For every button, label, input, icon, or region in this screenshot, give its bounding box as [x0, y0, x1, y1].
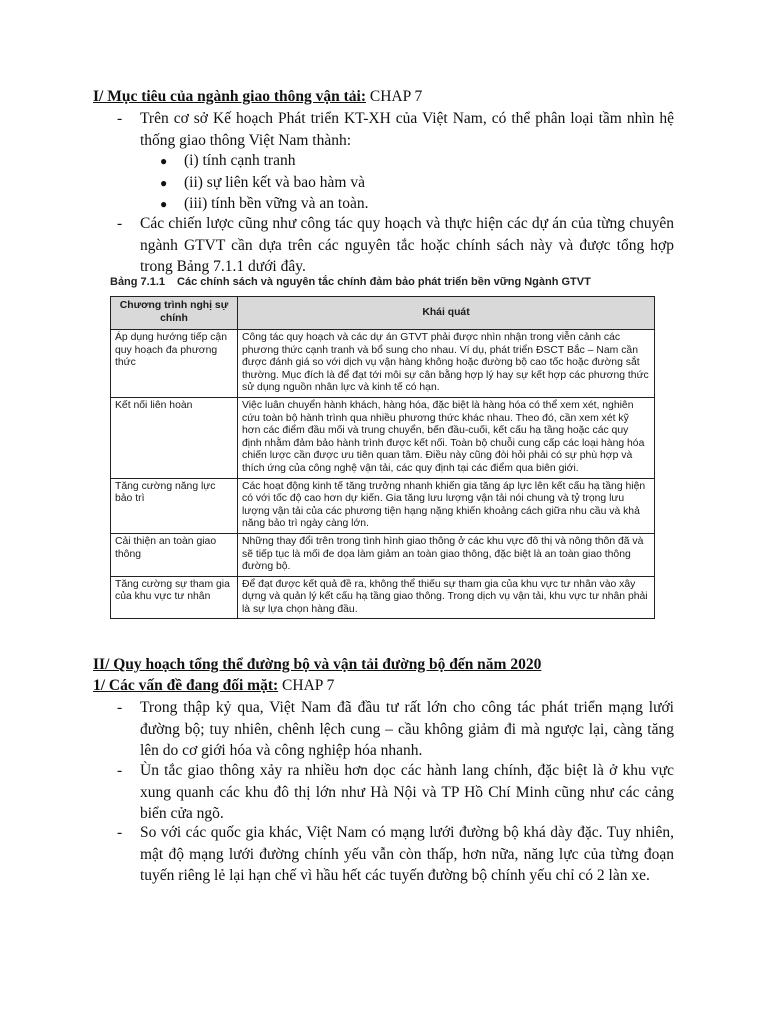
section2-subheading [93, 675, 334, 697]
bullet-item [160, 150, 295, 173]
table-caption-number: Bảng 7.1.1 [110, 276, 166, 288]
section1-second-text: Các chiến lược cũng như công tác quy hoạch và thực hiện các dự án của từng chuyên ngành GTVT cần dựa trên các nguyên tắc hoặc chính sách này và được tổng hợp trong Bảng 7.1.1 dưới đây. [140, 215, 674, 275]
section2-subheading-bold: 1/ Các vấn đề đang đối mặt: [93, 677, 279, 694]
issue-text: So với các quốc gia khác, Việt Nam có mạng lưới đường bộ khá dày đặc. Tuy nhiên, mật độ mạng lưới đường chính yếu vẫn còn thấp, hơn nữa, năng lực của từng đoạn tuyến riêng lẻ lại hạn chế vì hầu hết các tuyến đường bộ chính yếu chỉ có 2 làn xe. [140, 824, 674, 884]
section2-heading-text: II/ Quy hoạch tổng thể đường bộ và vận tải đường bộ đến năm 2020 [93, 656, 542, 673]
table-caption-text: Các chính sách và nguyên tắc chính đảm bảo phát triển bền vững Ngành GTVT [177, 276, 591, 288]
summary-cell: Để đạt được kết quả đề ra, không thể thiếu sự tham gia của khu vực tư nhân vào xây dựng và quản lý kết cấu hạ tầng giao thông. Trong dịch vụ vận tải, khu vực tư nhân phải là sự lựa chọn hàng đầu. [238, 576, 655, 619]
program-cell: Áp dụng hướng tiếp cận quy hoạch đa phương thức [111, 330, 238, 398]
issue-item [117, 760, 674, 825]
table-caption [110, 276, 591, 288]
summary-cell: Việc luân chuyển hành khách, hàng hóa, đặc biệt là hàng hóa có thể xem xét, nghiên cứu toàn bộ hành trình qua nhiều phương thức khác nhau. Theo đó, cần xem xét kỹ hơn các điểm đầu mối và trung chuyển, bến đầu-cuối, kết cấu hạ tầng hoặc các quy định nhằm đảm bảo hành trình được kết nối. Toàn bộ chuỗi cung cấp các loại hàng hóa chiến lược cần được ưu tiên quan tâm. Điều này cũng đòi hỏi phải có sự phù hợp và thích ứng của công nghệ vận tải, các quy định tại các điểm qua biên giới. [238, 397, 655, 478]
section1-intro-text: Trên cơ sở Kế hoạch Phát triển KT-XH của Việt Nam, có thể phân loại tầm nhìn hệ thống giao thông Việt Nam thành: [140, 110, 674, 149]
bullet-icon: ● [160, 197, 168, 211]
policy-table [110, 296, 655, 619]
program-cell: Cải thiện an toàn giao thông [111, 533, 238, 576]
bullet-item [160, 172, 365, 195]
table-row [111, 397, 655, 478]
section1-heading-bold: I/ Mục tiêu của ngành giao thông vận tải: [93, 88, 367, 105]
bullet-icon: ● [160, 154, 168, 168]
table-header-row [111, 297, 655, 330]
section2-heading [93, 654, 541, 676]
bullet-text: (ii) sự liên kết và bao hàm và [184, 174, 365, 191]
program-cell: Kết nối liên hoàn [111, 397, 238, 478]
dash-marker: - [117, 824, 123, 841]
column-header-summary: Khái quát [238, 297, 655, 330]
table-row [111, 576, 655, 619]
dash-marker: - [117, 699, 123, 716]
section1-heading-tail: CHAP 7 [366, 88, 423, 105]
program-cell: Tăng cường năng lực bảo trì [111, 478, 238, 533]
table-row [111, 533, 655, 576]
bullet-text: (iii) tính bền vững và an toàn. [184, 195, 369, 212]
dash-marker: - [117, 215, 123, 232]
summary-cell: Công tác quy hoạch và các dự án GTVT phải được nhìn nhận trong viễn cảnh các phương thức cạnh tranh và bổ sung cho nhau. Ví dụ, phát triển ĐSCT Bắc – Nam cần được đánh giá so với dịch vụ vận hàng không hoặc đường bộ cao tốc hoặc đường sắt thường. Mục đích là để đạt tới môi sự cân bằng hợp lý hay sự kết hợp các phương thức sử dụng nguồn nhân lực và kinh tế có hạn. [238, 330, 655, 398]
bullet-text: (i) tính cạnh tranh [184, 152, 296, 169]
section1-intro-item [117, 108, 674, 151]
section1-second-item [117, 213, 674, 278]
section1-heading [93, 86, 422, 108]
dash-marker: - [117, 762, 123, 779]
table-row [111, 478, 655, 533]
summary-cell: Các hoạt động kinh tế tăng trưởng nhanh khiến gia tăng áp lực lên kết cấu hạ tầng hiện có với tốc độ cao hơn dự kiến. Gia tăng lưu lượng vận tải nói chung và tỷ trọng lưu lượng vận tải của các phương tiện hạng nặng khiến khoảng cách giữa nhu cầu và khả năng bảo trì ngày càng lớn. [238, 478, 655, 533]
issue-text: Ùn tắc giao thông xảy ra nhiều hơn dọc các hành lang chính, đặc biệt là ở khu vực xung quanh các khu đô thị lớn như Hà Nội và TP Hồ Chí Minh cũng như các cảng biển cửa ngõ. [140, 762, 674, 822]
summary-cell: Những thay đổi trên trong tình hình giao thông ở các khu vực đô thị và nông thôn đã và sẽ tiếp tục là mối đe dọa làm giảm an toàn giao thông, đặc biệt là an toàn giao thông đường bộ. [238, 533, 655, 576]
dash-marker: - [117, 110, 123, 127]
column-header-program: Chương trình nghị sự chính [111, 297, 238, 330]
issue-text: Trong thập kỷ qua, Việt Nam đã đầu tư rất lớn cho công tác phát triển mạng lưới đường bộ; tuy nhiên, chênh lệch cung – cầu không giảm đi mà ngược lại, càng tăng lên do cơ giới hóa và công nghiệp hóa nhanh. [140, 699, 674, 759]
program-cell: Tăng cường sự tham gia của khu vực tư nhân [111, 576, 238, 619]
issue-item [117, 697, 674, 762]
section2-subheading-tail: CHAP 7 [278, 677, 335, 694]
issue-item [117, 822, 674, 887]
table-row [111, 330, 655, 398]
bullet-icon: ● [160, 176, 168, 190]
